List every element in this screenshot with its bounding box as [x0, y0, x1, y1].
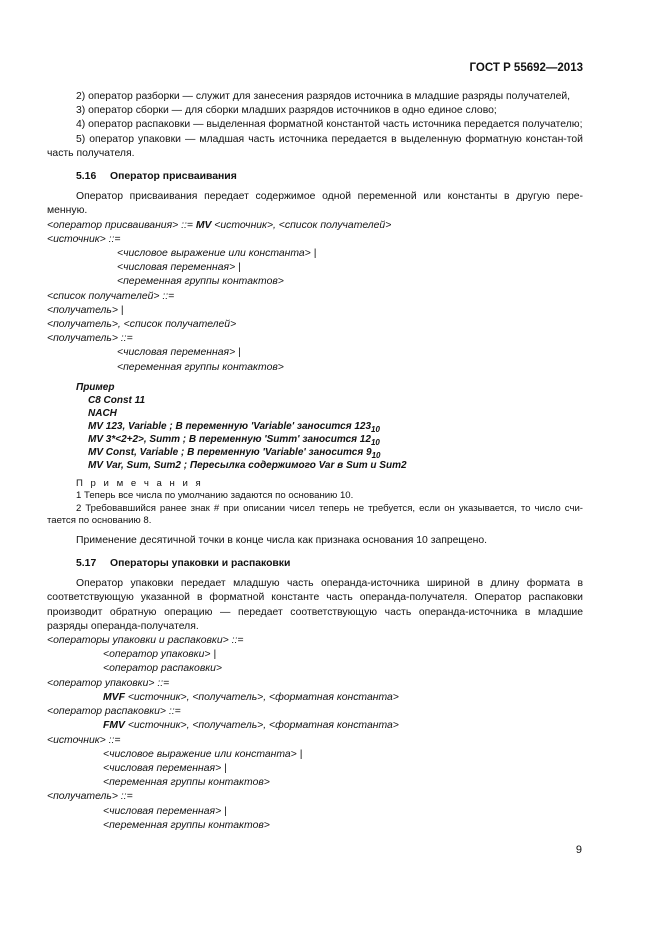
list-item-disassembly: 2) оператор разборки — служит для занесения разрядов источника в младшие разряды получателей, [76, 91, 571, 102]
example-line: C8 Const 11 [88, 394, 146, 406]
notes-block [47, 478, 583, 528]
page-content [47, 90, 583, 833]
note-item: 1 Теперь все числа по умолчанию задаются по основанию 10. [76, 490, 354, 502]
grammar-alternative: <числовая переменная> | [117, 347, 241, 359]
grammar-alternative: <переменная группы контактов> [117, 361, 284, 373]
list-item-unpack: 4) оператор распаковки — выделенная форматной константой часть источника передается получателю; [76, 119, 583, 131]
keyword-mvf: MVF [103, 691, 125, 703]
section-number: 5.17 [76, 558, 97, 570]
grammar-rule: <получатель> ::= [47, 791, 133, 803]
keyword-mv: MV [195, 219, 212, 231]
grammar-rule: <получатель> | [47, 304, 124, 316]
example-line: MV Var, Sum, Sum2 ; Пересылка содержимого Var в Sum и Sum2 [88, 459, 407, 471]
keyword-fmv: FMV [103, 720, 125, 732]
grammar-alternative: <оператор распаковки> [103, 663, 222, 675]
example-line: NACH [88, 407, 117, 419]
grammar-alternative: <числовое выражение или константа> | [117, 248, 317, 260]
example-line: MV Const, Variable ; В переменную 'Variable' заносится $9_{10}$ [88, 446, 381, 460]
section-title: Оператор присваивания [110, 171, 237, 183]
grammar-rule: <получатель> ::= [47, 333, 133, 345]
grammar-alternative: MVF <источник>, <получатель>, <форматная константа> [103, 691, 399, 703]
page-number: 9 [575, 844, 582, 856]
grammar-alternative: <переменная группы контактов> [103, 819, 270, 831]
example-line: MV 123, Variable ; В переменную 'Variable' заносится $123_{10}$ [88, 420, 380, 434]
grammar-alternative: <числовое выражение или константа> | [103, 748, 303, 760]
grammar-alternative: FMV <источник>, <получатель>, <форматная константа> [103, 720, 399, 732]
grammar-alternative: <числовая переменная> | [103, 762, 227, 774]
grammar-rule: <операторы упаковки и распаковки> ::= [47, 635, 244, 647]
example-title: Пример [76, 381, 115, 393]
grammar-alternative: <оператор упаковки> | [103, 649, 217, 661]
section-heading-5-16 [76, 170, 583, 184]
grammar-rule: <источник> ::= [47, 734, 121, 746]
section-paragraph: Оператор присваивания передает содержимое одной переменной или константы в другую пере-менную. [47, 191, 583, 217]
grammar-alternative: <числовая переменная> | [117, 262, 241, 274]
grammar-alternative: <числовая переменная> | [103, 805, 227, 817]
grammar-rule: <оператор присваивания> ::= MV <источник>, <список получателей> [47, 219, 392, 231]
grammar-alternative: <переменная группы контактов> [117, 276, 284, 288]
example-line: MV 3*<2+2>, Summ ; В переменную 'Summ' заносится $12_{10}$ [88, 433, 380, 447]
list-item-assembly: 3) оператор сборки — для сборки младших разрядов источников в одно единое слово; [76, 105, 497, 117]
standard-code: ГОСТ Р 55692—2013 [469, 62, 583, 74]
grammar-rule: <оператор упаковки> ::= [47, 677, 170, 689]
grammar-rule: <список получателей> ::= [47, 290, 175, 302]
notes-title: П р и м е ч а н и я [76, 477, 204, 489]
grammar-rule: <оператор распаковки> ::= [47, 706, 181, 718]
grammar-rule: <получатель>, <список получателей> [47, 319, 237, 331]
section-title: Операторы упаковки и распаковки [110, 558, 291, 570]
section-heading-5-17 [76, 557, 583, 571]
section-number: 5.16 [76, 171, 97, 183]
section-paragraph: Оператор упаковки передает младшую часть операнда-источника шириной в длину формата в соответствующую указанной в форматной константе часть операнда-получателя. Оператор распаковки производит обратную операцию — передает соответствующую часть операнда-источника в младшие разряды операнда-получателя. [47, 578, 583, 632]
section-paragraph: Применение десятичной точки в конце числа как признака основания 10 запрещено. [76, 534, 488, 546]
note-item: 2 Требовавшийся ранее знак # при описании чисел теперь не требуется, если он указывается, то число счи-тается по основанию 8. [47, 502, 583, 527]
grammar-alternative: <переменная группы контактов> [103, 777, 270, 789]
list-item-pack: 5) оператор упаковки — младшая часть источника передается в выделенную форматную констан-той часть получателя. [47, 133, 583, 159]
grammar-rule: <источник> ::= [47, 233, 121, 245]
